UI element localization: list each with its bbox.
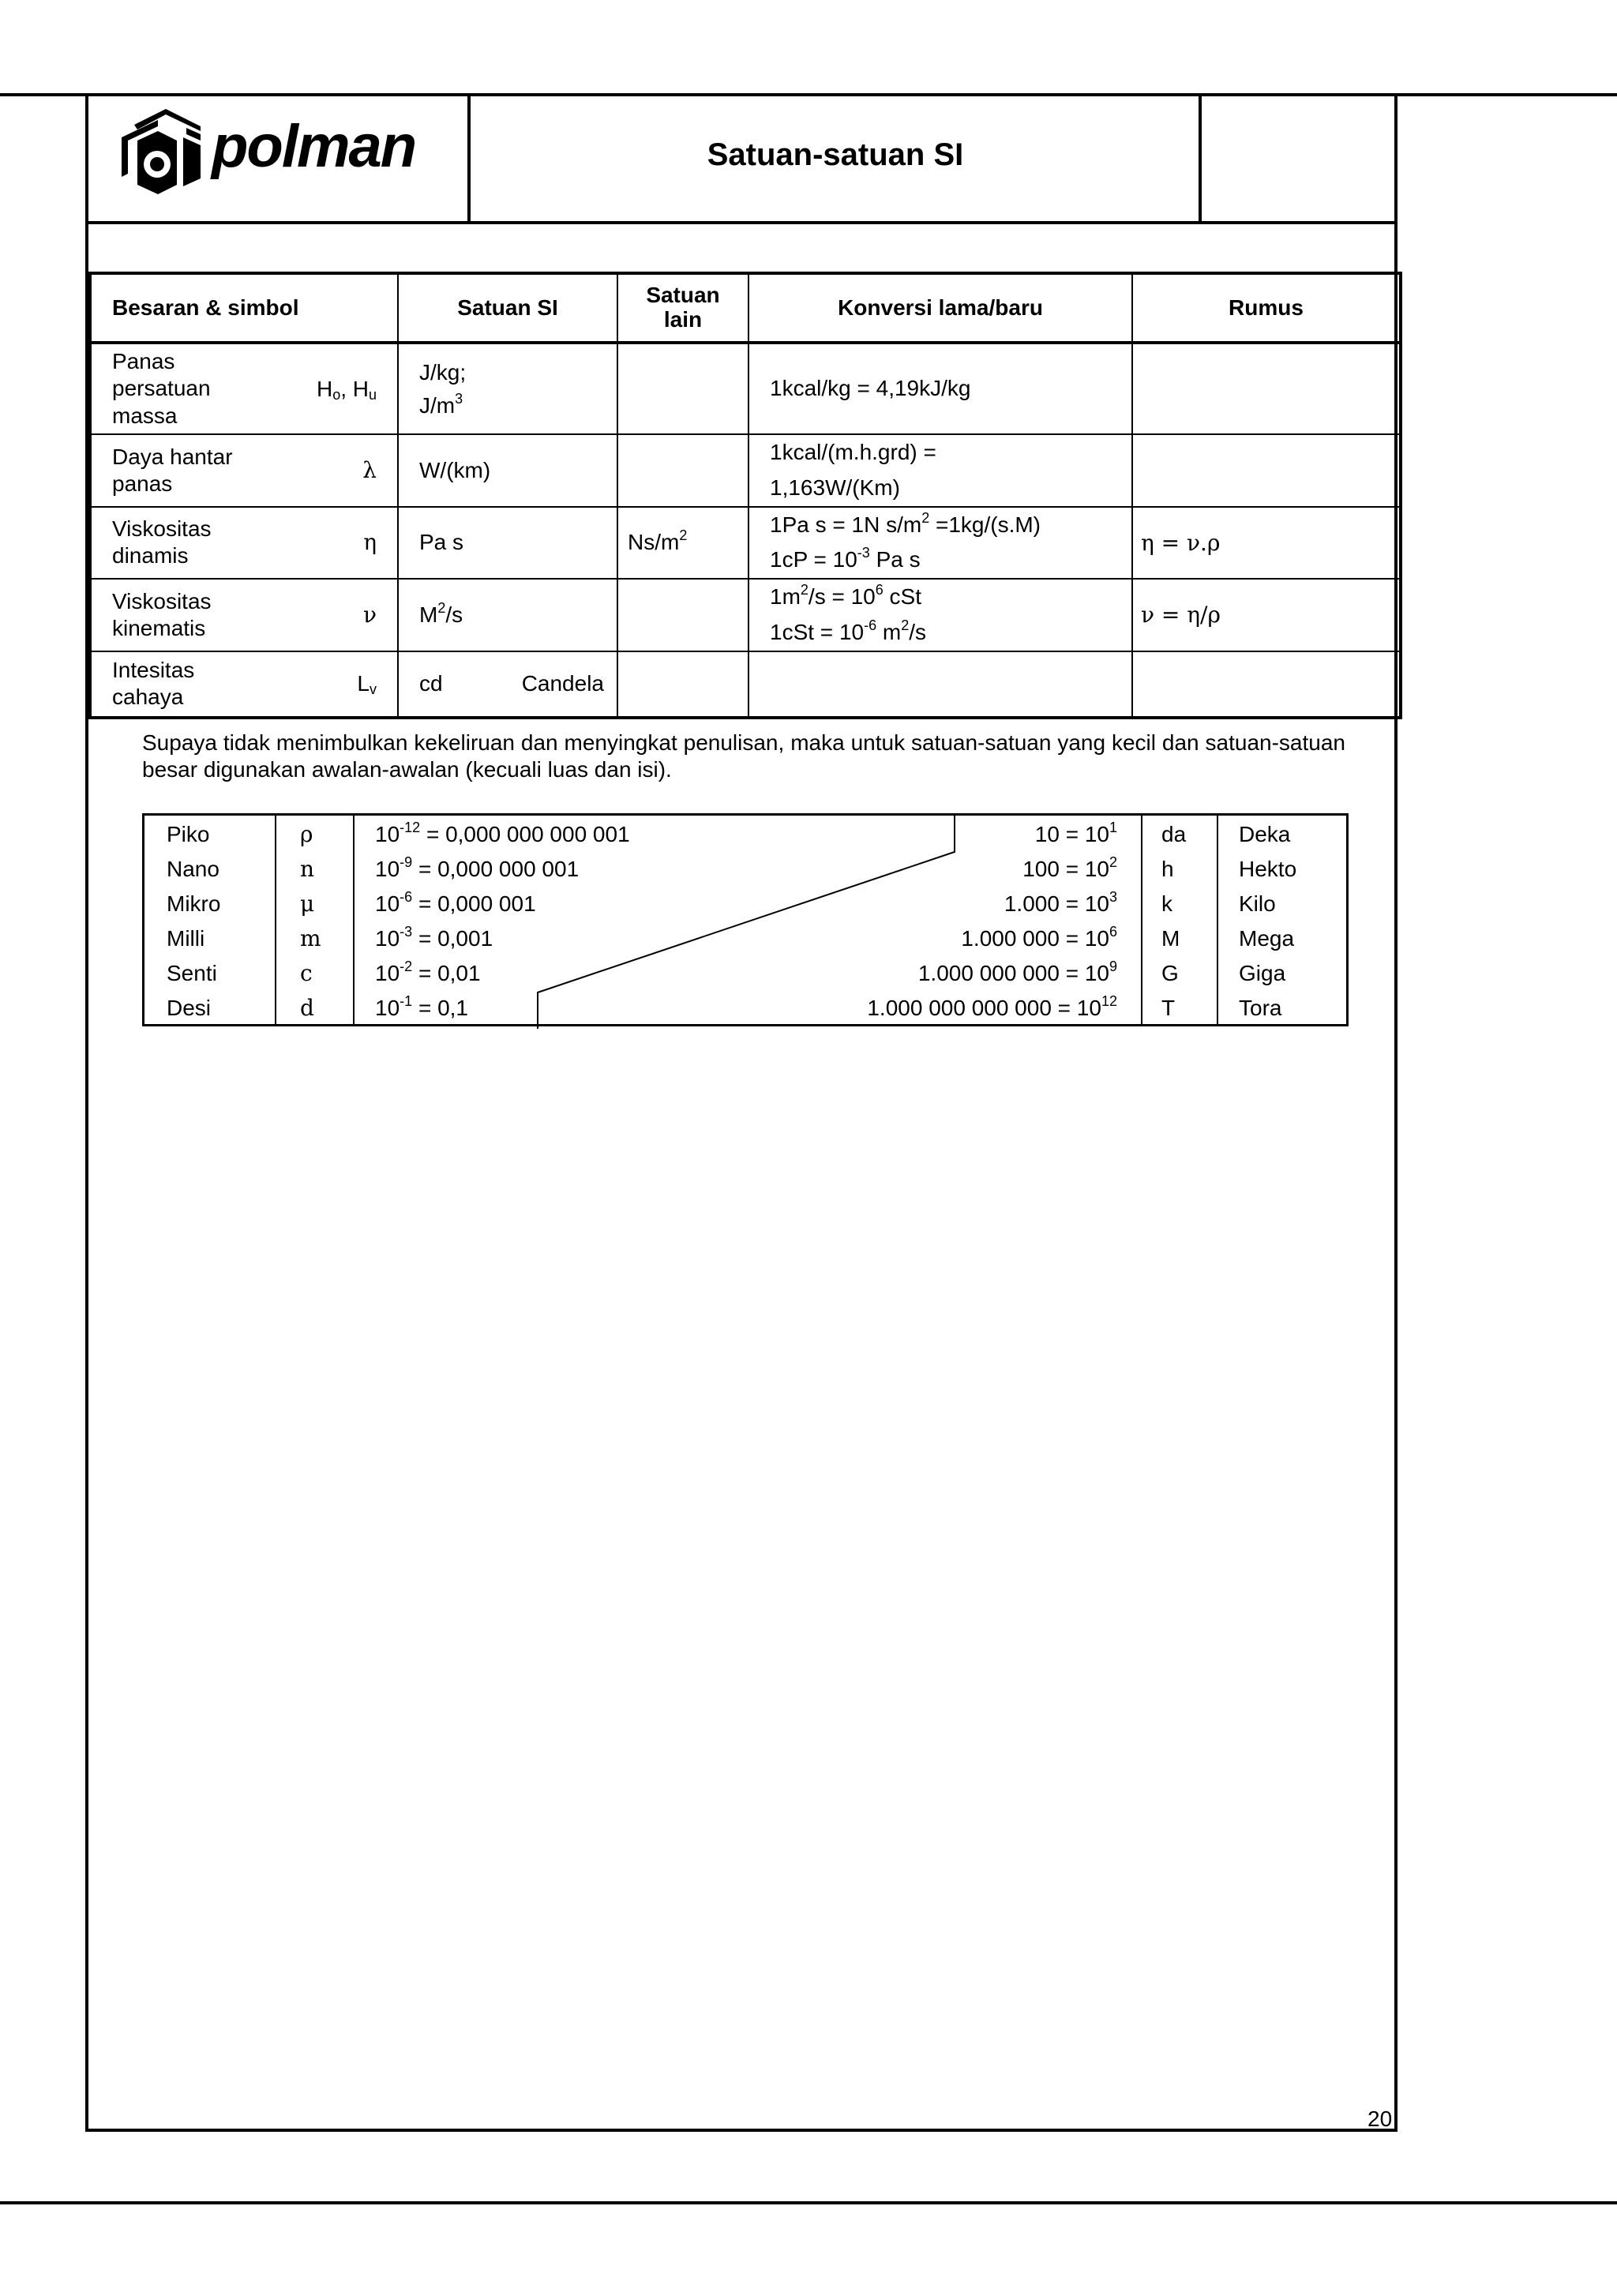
quantity-symbol: ν bbox=[362, 601, 377, 628]
table-row bbox=[90, 651, 1401, 718]
quantity-symbol: λ bbox=[362, 456, 377, 483]
other-unit-cell: $Ns/m^2$ bbox=[617, 507, 748, 580]
prefix-name: Kilo bbox=[1239, 891, 1276, 916]
col-header: Satuan lain bbox=[617, 273, 748, 343]
prefix-name: Hekto bbox=[1239, 857, 1297, 881]
prefix-value: $10^{-12} = 0,000$ 000 000 001 bbox=[375, 820, 630, 846]
prefix-name: Senti bbox=[167, 961, 217, 985]
prefix-value: 1.000 $000 = 10^6$ bbox=[961, 924, 1117, 951]
prefix-symbol: h bbox=[1161, 857, 1174, 881]
prefix-table bbox=[142, 813, 1349, 1026]
prefix-value: $10^{-9} = 0,000$ 000 001 bbox=[375, 854, 580, 881]
units-table-header bbox=[90, 273, 1401, 343]
col-header: Besaran & simbol bbox=[90, 273, 398, 343]
prefix-symbol: T bbox=[1161, 996, 1176, 1020]
quantity-cell: Intesitas cahaya $L_v$ bbox=[90, 651, 398, 718]
prefix-name: Milli bbox=[167, 926, 205, 951]
other-unit-cell bbox=[617, 651, 748, 718]
prefix-name: Desi bbox=[167, 996, 212, 1020]
formula-cell bbox=[1132, 434, 1401, 507]
quantity-cell: Panas persatuan massa $H_o$, $H_u$ bbox=[90, 343, 398, 434]
prefix-value: $10^{-2} = 0,01$ bbox=[375, 959, 481, 985]
page-title: Satuan-satuan SI bbox=[707, 137, 964, 172]
formula-cell: ν = η/ρ bbox=[1132, 579, 1401, 651]
other-unit-cell bbox=[617, 434, 748, 507]
conversion-cell: 1Pa s = 1N $s/m^2 =1kg/(s.M)$ $1cP = 10^{-3}$ Pa s bbox=[748, 507, 1132, 580]
conversion-cell: 1kcal/(m.h.grd) = 1,163W/(Km) bbox=[748, 434, 1132, 507]
prefix-value: 1.000 000 $000 = 10^9$ bbox=[917, 959, 1117, 985]
prefix-symbol: da bbox=[1161, 822, 1187, 846]
other-unit-cell bbox=[617, 343, 748, 434]
prefix-name: Deka bbox=[1239, 822, 1291, 846]
conversion-cell: 1kcal/kg = 4,19kJ/kg bbox=[748, 343, 1132, 434]
bottom-rule bbox=[0, 2201, 1617, 2204]
conversion-cell: $1m^2/s = 10^6$ cSt $1cSt = 10^{-6}$ $m^2/s$ bbox=[748, 579, 1132, 651]
prefix-value: $10 = 10^1$ bbox=[1034, 820, 1117, 846]
prefix-value: $10^{-6} = 0,000$ 001 bbox=[375, 889, 536, 916]
prefix-name: Mikro bbox=[167, 891, 221, 916]
si-unit-cell: J/kg; $J/m^3$ bbox=[398, 343, 617, 434]
prefix-symbol: c bbox=[300, 960, 313, 986]
table-row bbox=[90, 579, 1401, 651]
col-header: Satuan SI bbox=[398, 273, 617, 343]
quantity-symbol: η bbox=[363, 529, 377, 556]
prefix-value: $1.000 = 10^3$ bbox=[1004, 889, 1117, 916]
formula-cell bbox=[1132, 651, 1401, 718]
quantity-cell: Viskositas dinamis η bbox=[90, 507, 398, 580]
prefix-value: 1.000 000 000 $000 = 10^{12}$ bbox=[867, 993, 1117, 1020]
si-unit-name: Candela bbox=[521, 671, 604, 696]
quantity-symbol: $H_o$, $H_u$ bbox=[316, 376, 377, 403]
si-unit-cell: W/(km) bbox=[398, 434, 617, 507]
table-row bbox=[90, 434, 1401, 507]
prefix-symbol: M bbox=[1161, 926, 1180, 951]
logo-text: polman bbox=[212, 113, 416, 180]
page-number: 20 bbox=[1368, 2107, 1393, 2131]
prefix-symbol: G bbox=[1161, 961, 1179, 985]
col-header: Rumus bbox=[1132, 273, 1401, 343]
prefix-symbol: d bbox=[300, 995, 314, 1021]
table-row bbox=[90, 343, 1401, 434]
prefix-symbol: n bbox=[300, 856, 315, 882]
si-unit-cell: cd Candela bbox=[398, 651, 617, 718]
prefix-name: Mega bbox=[1239, 926, 1295, 951]
col-header: Konversi lama/baru bbox=[748, 273, 1132, 343]
si-unit-cell: $M^2/s$ bbox=[398, 579, 617, 651]
prefix-value: $10^{-1} = 0,1$ bbox=[375, 993, 469, 1020]
formula-cell: η = ν.ρ bbox=[1132, 507, 1401, 580]
prefix-value: $100 = 10^2$ bbox=[1022, 854, 1117, 881]
quantity-symbol: $L_v$ bbox=[357, 671, 377, 698]
table-row bbox=[90, 507, 1401, 580]
prefix-name: Piko bbox=[167, 822, 210, 846]
prefix-name: Nano bbox=[167, 857, 219, 881]
prefix-symbol: m bbox=[300, 925, 321, 951]
quantity-cell: Viskositas kinematis ν bbox=[90, 579, 398, 651]
prefix-symbol: ρ bbox=[300, 821, 313, 847]
formula-cell bbox=[1132, 343, 1401, 434]
quantity-cell: Daya hantar panas λ bbox=[90, 434, 398, 507]
prefix-symbol: k bbox=[1161, 891, 1172, 916]
prefix-value: $10^{-3} = 0,001$ bbox=[375, 924, 493, 951]
si-units-table bbox=[88, 272, 1402, 719]
prefix-intro-paragraph: Supaya tidak menimbulkan kekeliruan dan menyingkat penulisan, maka untuk satuan-satuan yang kecil dan satuan-satuan besar digunakan awalan-awalan (kecuali luas dan isi). bbox=[142, 730, 1345, 782]
prefix-name: Tora bbox=[1239, 996, 1282, 1020]
conversion-cell bbox=[748, 651, 1132, 718]
other-unit-cell bbox=[617, 579, 748, 651]
prefix-symbol: μ bbox=[300, 891, 315, 917]
prefix-name: Giga bbox=[1239, 961, 1286, 985]
si-unit-cell: Pa s bbox=[398, 507, 617, 580]
